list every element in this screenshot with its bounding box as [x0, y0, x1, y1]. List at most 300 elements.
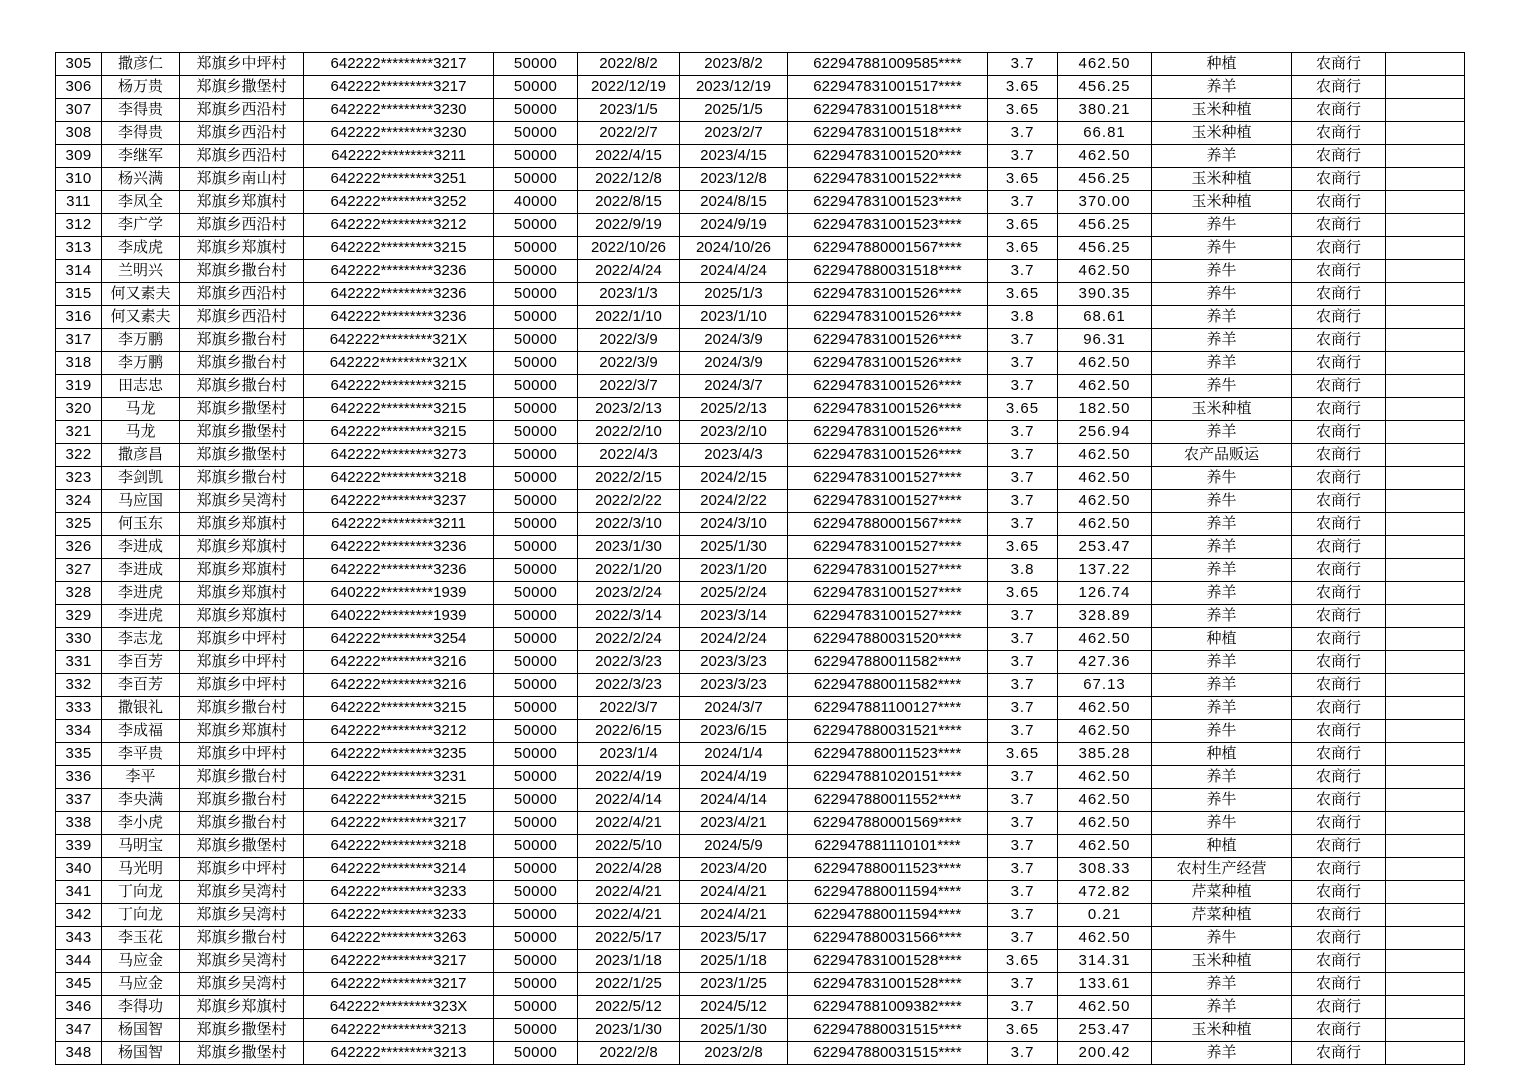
borrower-name: 李进成: [102, 536, 180, 559]
borrower-name: 撒彦昌: [102, 444, 180, 467]
table-row: [56, 950, 1465, 973]
id-number: 642222*********3263: [304, 927, 494, 950]
id-number: 640222*********1939: [304, 605, 494, 628]
row-index: 310: [56, 168, 102, 191]
loan-purpose: 养羊: [1152, 76, 1292, 99]
loan-amount: 50000: [494, 99, 578, 122]
village-name: 郑旗乡西沿村: [180, 214, 304, 237]
card-number: 622947880011582****: [788, 651, 988, 674]
loan-amount: 50000: [494, 582, 578, 605]
bank-name: 农商行: [1292, 536, 1386, 559]
id-number: 642222*********3233: [304, 904, 494, 927]
interest-rate: 3.7: [988, 973, 1058, 996]
start-date: 2022/3/7: [578, 375, 680, 398]
village-name: 郑旗乡郑旗村: [180, 582, 304, 605]
interest-amount: 0.21: [1058, 904, 1152, 927]
row-index: 327: [56, 559, 102, 582]
loan-purpose: 养羊: [1152, 513, 1292, 536]
village-name: 郑旗乡撒台村: [180, 329, 304, 352]
row-index: 340: [56, 858, 102, 881]
bank-name: 农商行: [1292, 628, 1386, 651]
interest-rate: 3.7: [988, 513, 1058, 536]
card-number: 622947880011552****: [788, 789, 988, 812]
loan-amount: 50000: [494, 904, 578, 927]
borrower-name: 李凤全: [102, 191, 180, 214]
village-name: 郑旗乡西沿村: [180, 122, 304, 145]
interest-amount: 200.42: [1058, 1042, 1152, 1065]
loan-records-table: [55, 52, 1465, 1065]
bank-name: 农商行: [1292, 582, 1386, 605]
interest-rate: 3.7: [988, 467, 1058, 490]
bank-name: 农商行: [1292, 835, 1386, 858]
start-date: 2022/2/22: [578, 490, 680, 513]
start-date: 2022/4/24: [578, 260, 680, 283]
row-index: 330: [56, 628, 102, 651]
row-index: 343: [56, 927, 102, 950]
id-number: 642222*********3213: [304, 1042, 494, 1065]
table-row: [56, 789, 1465, 812]
id-number: 642222*********3215: [304, 375, 494, 398]
id-number: 642222*********323X: [304, 996, 494, 1019]
remark: [1386, 835, 1465, 858]
remark: [1386, 352, 1465, 375]
remark: [1386, 329, 1465, 352]
row-index: 326: [56, 536, 102, 559]
row-index: 317: [56, 329, 102, 352]
loan-amount: 50000: [494, 766, 578, 789]
loan-purpose: 芹菜种植: [1152, 881, 1292, 904]
borrower-name: 李成福: [102, 720, 180, 743]
interest-rate: 3.7: [988, 881, 1058, 904]
loan-purpose: 养羊: [1152, 352, 1292, 375]
interest-amount: 462.50: [1058, 260, 1152, 283]
table-row: [56, 904, 1465, 927]
remark: [1386, 996, 1465, 1019]
interest-amount: 66.81: [1058, 122, 1152, 145]
card-number: 622947831001526****: [788, 283, 988, 306]
start-date: 2022/1/10: [578, 306, 680, 329]
interest-rate: 3.7: [988, 260, 1058, 283]
village-name: 郑旗乡西沿村: [180, 306, 304, 329]
end-date: 2023/4/15: [680, 145, 788, 168]
interest-amount: 456.25: [1058, 214, 1152, 237]
interest-rate: 3.65: [988, 237, 1058, 260]
remark: [1386, 99, 1465, 122]
card-number: 622947831001517****: [788, 76, 988, 99]
loan-amount: 50000: [494, 674, 578, 697]
start-date: 2022/4/3: [578, 444, 680, 467]
id-number: 642222*********3236: [304, 306, 494, 329]
loan-amount: 50000: [494, 76, 578, 99]
interest-amount: 253.47: [1058, 536, 1152, 559]
end-date: 2025/2/24: [680, 582, 788, 605]
interest-rate: 3.65: [988, 168, 1058, 191]
interest-amount: 126.74: [1058, 582, 1152, 605]
card-number: 622947880031518****: [788, 260, 988, 283]
loan-amount: 50000: [494, 352, 578, 375]
row-index: 323: [56, 467, 102, 490]
village-name: 郑旗乡撒台村: [180, 766, 304, 789]
table-row: [56, 352, 1465, 375]
remark: [1386, 674, 1465, 697]
id-number: 640222*********1939: [304, 582, 494, 605]
loan-purpose: 养羊: [1152, 329, 1292, 352]
start-date: 2022/4/21: [578, 881, 680, 904]
bank-name: 农商行: [1292, 122, 1386, 145]
card-number: 622947831001526****: [788, 375, 988, 398]
start-date: 2022/4/21: [578, 812, 680, 835]
end-date: 2024/3/7: [680, 697, 788, 720]
card-number: 622947880011523****: [788, 743, 988, 766]
start-date: 2022/8/2: [578, 53, 680, 76]
loan-amount: 50000: [494, 835, 578, 858]
interest-rate: 3.7: [988, 628, 1058, 651]
end-date: 2025/1/3: [680, 283, 788, 306]
table-row: [56, 490, 1465, 513]
interest-rate: 3.7: [988, 720, 1058, 743]
end-date: 2023/2/8: [680, 1042, 788, 1065]
borrower-name: 李玉花: [102, 927, 180, 950]
village-name: 郑旗乡撒台村: [180, 812, 304, 835]
start-date: 2022/9/19: [578, 214, 680, 237]
loan-amount: 50000: [494, 421, 578, 444]
loan-purpose: 养牛: [1152, 720, 1292, 743]
id-number: 642222*********3216: [304, 651, 494, 674]
end-date: 2023/1/20: [680, 559, 788, 582]
card-number: 622947831001527****: [788, 559, 988, 582]
borrower-name: 田志忠: [102, 375, 180, 398]
loan-purpose: 养羊: [1152, 766, 1292, 789]
village-name: 郑旗乡撒台村: [180, 927, 304, 950]
loan-amount: 50000: [494, 559, 578, 582]
remark: [1386, 421, 1465, 444]
card-number: 622947880031521****: [788, 720, 988, 743]
interest-rate: 3.65: [988, 743, 1058, 766]
interest-amount: 456.25: [1058, 237, 1152, 260]
interest-rate: 3.65: [988, 398, 1058, 421]
village-name: 郑旗乡撒台村: [180, 260, 304, 283]
table-row: [56, 927, 1465, 950]
loan-amount: 50000: [494, 53, 578, 76]
card-number: 622947881009382****: [788, 996, 988, 1019]
loan-amount: 50000: [494, 743, 578, 766]
interest-rate: 3.7: [988, 145, 1058, 168]
interest-amount: 385.28: [1058, 743, 1152, 766]
loan-purpose: 养牛: [1152, 467, 1292, 490]
table-row: [56, 421, 1465, 444]
loan-purpose: 养羊: [1152, 306, 1292, 329]
borrower-name: 马明宝: [102, 835, 180, 858]
id-number: 642222*********3214: [304, 858, 494, 881]
loan-purpose: 种植: [1152, 835, 1292, 858]
loan-purpose: 养羊: [1152, 582, 1292, 605]
borrower-name: 李央满: [102, 789, 180, 812]
borrower-name: 李志龙: [102, 628, 180, 651]
remark: [1386, 444, 1465, 467]
bank-name: 农商行: [1292, 76, 1386, 99]
village-name: 郑旗乡撒堡村: [180, 1042, 304, 1065]
row-index: 348: [56, 1042, 102, 1065]
loan-purpose: 玉米种植: [1152, 168, 1292, 191]
card-number: 622947880011594****: [788, 881, 988, 904]
id-number: 642222*********3217: [304, 76, 494, 99]
remark: [1386, 559, 1465, 582]
end-date: 2024/5/9: [680, 835, 788, 858]
remark: [1386, 881, 1465, 904]
start-date: 2022/4/14: [578, 789, 680, 812]
id-number: 642222*********3273: [304, 444, 494, 467]
table-row: [56, 398, 1465, 421]
row-index: 345: [56, 973, 102, 996]
village-name: 郑旗乡吴湾村: [180, 904, 304, 927]
bank-name: 农商行: [1292, 329, 1386, 352]
interest-rate: 3.7: [988, 53, 1058, 76]
village-name: 郑旗乡中坪村: [180, 651, 304, 674]
id-number: 642222*********3237: [304, 490, 494, 513]
borrower-name: 杨万贵: [102, 76, 180, 99]
end-date: 2023/2/7: [680, 122, 788, 145]
interest-rate: 3.7: [988, 375, 1058, 398]
interest-rate: 3.7: [988, 766, 1058, 789]
interest-amount: 462.50: [1058, 490, 1152, 513]
loan-amount: 50000: [494, 950, 578, 973]
row-index: 338: [56, 812, 102, 835]
loan-amount: 50000: [494, 283, 578, 306]
interest-rate: 3.8: [988, 559, 1058, 582]
row-index: 314: [56, 260, 102, 283]
id-number: 642222*********3236: [304, 559, 494, 582]
loan-amount: 50000: [494, 122, 578, 145]
loan-purpose: 种植: [1152, 628, 1292, 651]
id-number: 642222*********3217: [304, 973, 494, 996]
village-name: 郑旗乡中坪村: [180, 674, 304, 697]
card-number: 622947831001527****: [788, 536, 988, 559]
loan-amount: 50000: [494, 651, 578, 674]
row-index: 339: [56, 835, 102, 858]
interest-amount: 472.82: [1058, 881, 1152, 904]
remark: [1386, 122, 1465, 145]
interest-rate: 3.8: [988, 306, 1058, 329]
table-row: [56, 76, 1465, 99]
borrower-name: 李继军: [102, 145, 180, 168]
remark: [1386, 628, 1465, 651]
remark: [1386, 168, 1465, 191]
village-name: 郑旗乡撒堡村: [180, 398, 304, 421]
row-index: 316: [56, 306, 102, 329]
remark: [1386, 398, 1465, 421]
loan-purpose: 种植: [1152, 743, 1292, 766]
borrower-name: 马应金: [102, 950, 180, 973]
end-date: 2023/4/3: [680, 444, 788, 467]
borrower-name: 李广学: [102, 214, 180, 237]
interest-rate: 3.7: [988, 329, 1058, 352]
card-number: 622947831001526****: [788, 329, 988, 352]
village-name: 郑旗乡撒台村: [180, 467, 304, 490]
loan-purpose: 农村生产经营: [1152, 858, 1292, 881]
end-date: 2025/1/30: [680, 1019, 788, 1042]
interest-amount: 462.50: [1058, 697, 1152, 720]
end-date: 2024/4/24: [680, 260, 788, 283]
interest-rate: 3.65: [988, 582, 1058, 605]
table-row: [56, 214, 1465, 237]
row-index: 320: [56, 398, 102, 421]
bank-name: 农商行: [1292, 950, 1386, 973]
loan-amount: 50000: [494, 490, 578, 513]
card-number: 622947831001526****: [788, 421, 988, 444]
bank-name: 农商行: [1292, 743, 1386, 766]
bank-name: 农商行: [1292, 283, 1386, 306]
loan-purpose: 养羊: [1152, 651, 1292, 674]
loan-amount: 50000: [494, 881, 578, 904]
card-number: 622947831001527****: [788, 467, 988, 490]
row-index: 324: [56, 490, 102, 513]
end-date: 2023/6/15: [680, 720, 788, 743]
loan-amount: 50000: [494, 996, 578, 1019]
remark: [1386, 973, 1465, 996]
loan-amount: 50000: [494, 927, 578, 950]
village-name: 郑旗乡撒堡村: [180, 421, 304, 444]
loan-amount: 50000: [494, 720, 578, 743]
card-number: 622947831001518****: [788, 99, 988, 122]
borrower-name: 李进成: [102, 559, 180, 582]
card-number: 622947831001528****: [788, 973, 988, 996]
loan-purpose: 农产品贩运: [1152, 444, 1292, 467]
remark: [1386, 858, 1465, 881]
loan-amount: 50000: [494, 628, 578, 651]
bank-name: 农商行: [1292, 421, 1386, 444]
row-index: 305: [56, 53, 102, 76]
remark: [1386, 950, 1465, 973]
row-index: 337: [56, 789, 102, 812]
interest-rate: 3.7: [988, 835, 1058, 858]
loan-purpose: 养羊: [1152, 605, 1292, 628]
bank-name: 农商行: [1292, 237, 1386, 260]
end-date: 2023/3/14: [680, 605, 788, 628]
loan-purpose: 玉米种植: [1152, 950, 1292, 973]
bank-name: 农商行: [1292, 513, 1386, 536]
table-row: [56, 605, 1465, 628]
bank-name: 农商行: [1292, 145, 1386, 168]
start-date: 2022/3/7: [578, 697, 680, 720]
table-row: [56, 1042, 1465, 1065]
interest-amount: 462.50: [1058, 444, 1152, 467]
start-date: 2023/1/30: [578, 536, 680, 559]
loan-purpose: 养牛: [1152, 214, 1292, 237]
loan-amount: 50000: [494, 605, 578, 628]
remark: [1386, 214, 1465, 237]
loan-amount: 50000: [494, 145, 578, 168]
bank-name: 农商行: [1292, 904, 1386, 927]
interest-amount: 67.13: [1058, 674, 1152, 697]
remark: [1386, 53, 1465, 76]
end-date: 2023/5/17: [680, 927, 788, 950]
interest-amount: 328.89: [1058, 605, 1152, 628]
table-row: [56, 306, 1465, 329]
start-date: 2022/3/23: [578, 674, 680, 697]
end-date: 2024/3/9: [680, 329, 788, 352]
start-date: 2022/2/8: [578, 1042, 680, 1065]
interest-rate: 3.7: [988, 122, 1058, 145]
id-number: 642222*********3212: [304, 214, 494, 237]
bank-name: 农商行: [1292, 260, 1386, 283]
bank-name: 农商行: [1292, 99, 1386, 122]
interest-amount: 253.47: [1058, 1019, 1152, 1042]
start-date: 2022/4/21: [578, 904, 680, 927]
table-row: [56, 651, 1465, 674]
table-row: [56, 858, 1465, 881]
borrower-name: 李小虎: [102, 812, 180, 835]
remark: [1386, 927, 1465, 950]
remark: [1386, 812, 1465, 835]
loan-amount: 50000: [494, 260, 578, 283]
loan-amount: 50000: [494, 973, 578, 996]
id-number: 642222*********3215: [304, 237, 494, 260]
id-number: 642222*********3215: [304, 697, 494, 720]
borrower-name: 李百芳: [102, 674, 180, 697]
loan-amount: 50000: [494, 168, 578, 191]
loan-purpose: 玉米种植: [1152, 1019, 1292, 1042]
end-date: 2024/4/19: [680, 766, 788, 789]
interest-amount: 96.31: [1058, 329, 1152, 352]
end-date: 2023/2/10: [680, 421, 788, 444]
row-index: 318: [56, 352, 102, 375]
end-date: 2024/4/21: [680, 881, 788, 904]
borrower-name: 丁向龙: [102, 881, 180, 904]
bank-name: 农商行: [1292, 214, 1386, 237]
bank-name: 农商行: [1292, 812, 1386, 835]
start-date: 2022/2/7: [578, 122, 680, 145]
loan-amount: 50000: [494, 329, 578, 352]
card-number: 622947880001567****: [788, 237, 988, 260]
remark: [1386, 720, 1465, 743]
remark: [1386, 697, 1465, 720]
end-date: 2024/10/26: [680, 237, 788, 260]
interest-rate: 3.7: [988, 789, 1058, 812]
bank-name: 农商行: [1292, 559, 1386, 582]
interest-amount: 380.21: [1058, 99, 1152, 122]
village-name: 郑旗乡撒台村: [180, 697, 304, 720]
row-index: 331: [56, 651, 102, 674]
interest-amount: 133.61: [1058, 973, 1152, 996]
start-date: 2022/3/10: [578, 513, 680, 536]
interest-amount: 462.50: [1058, 789, 1152, 812]
card-number: 622947881100127****: [788, 697, 988, 720]
start-date: 2022/2/15: [578, 467, 680, 490]
village-name: 郑旗乡郑旗村: [180, 720, 304, 743]
id-number: 642222*********3230: [304, 99, 494, 122]
remark: [1386, 191, 1465, 214]
loan-amount: 50000: [494, 697, 578, 720]
id-number: 642222*********3213: [304, 1019, 494, 1042]
row-index: 334: [56, 720, 102, 743]
id-number: 642222*********3218: [304, 835, 494, 858]
loan-purpose: 玉米种植: [1152, 191, 1292, 214]
interest-rate: 3.7: [988, 191, 1058, 214]
borrower-name: 李万鹏: [102, 329, 180, 352]
card-number: 622947831001527****: [788, 490, 988, 513]
id-number: 642222*********3230: [304, 122, 494, 145]
table-row: [56, 628, 1465, 651]
card-number: 622947880011582****: [788, 674, 988, 697]
bank-name: 农商行: [1292, 352, 1386, 375]
loan-amount: 50000: [494, 375, 578, 398]
village-name: 郑旗乡郑旗村: [180, 559, 304, 582]
end-date: 2024/3/10: [680, 513, 788, 536]
borrower-name: 何又素夫: [102, 306, 180, 329]
interest-amount: 462.50: [1058, 720, 1152, 743]
bank-name: 农商行: [1292, 467, 1386, 490]
end-date: 2024/1/4: [680, 743, 788, 766]
